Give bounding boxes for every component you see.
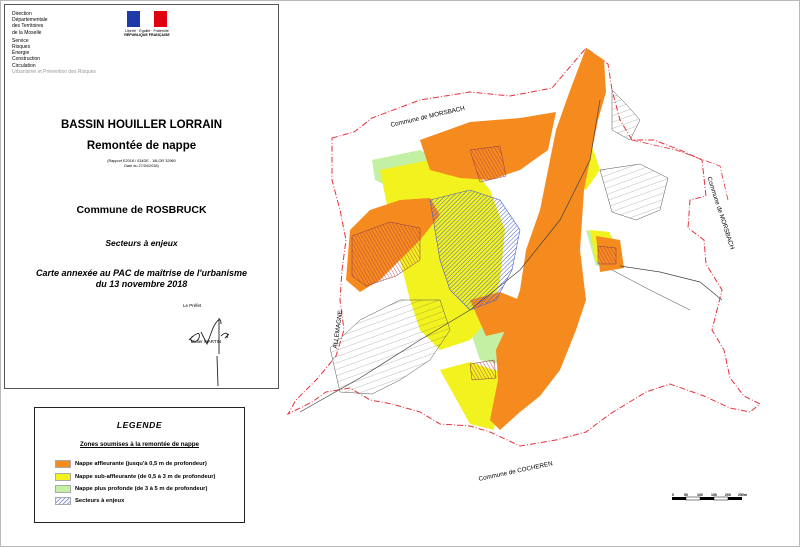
annex-date: du 13 novembre 2018 (95, 279, 188, 289)
scale-tick: 250m (738, 493, 747, 497)
scale-tick: 150 (711, 493, 717, 497)
admin-line: Direction (12, 11, 32, 17)
legend-label: Nappe affleurante (jusqu'à 0,5 m de profondeur) (75, 461, 207, 467)
scale-bar (672, 497, 742, 500)
report-reference (5, 159, 278, 169)
legend-item-nappe-affleurante (55, 460, 207, 468)
legend-item-nappe-sub-affleurante (55, 473, 215, 481)
secteur-enjeux (470, 360, 496, 380)
logo-motto: Liberté · Égalité · Fraternité (125, 29, 169, 33)
logo-caption (121, 29, 173, 38)
legend-title: LEGENDE (116, 420, 163, 430)
road (612, 270, 690, 310)
scale-tick: 50 (684, 493, 688, 497)
service-line: Énergie (12, 50, 30, 57)
swatch-light-green (55, 485, 71, 493)
admin-line: des Territoires (12, 23, 44, 30)
report-date-line: Date du 27/04/2018) (124, 164, 159, 168)
scale-tick: 0 (672, 493, 674, 497)
handwritten-signature (183, 310, 243, 390)
label-allemagne: ALLEMAGNE (332, 309, 345, 349)
administration-block (12, 11, 96, 75)
scale-tick: 200 (725, 493, 731, 497)
legend-item-nappe-profonde (55, 485, 207, 493)
legend-label: Nappe sub-affleurante (de 0,5 à 3 m de profondeur) (75, 474, 216, 480)
legend-label: Nappe plus profonde (de 3 à 5 m de profondeur) (75, 486, 208, 492)
service-line: Service (12, 37, 29, 44)
legend-label: Secteurs à enjeux (75, 498, 125, 504)
logo-republique: RÉPUBLIQUE FRANÇAISE (124, 33, 170, 38)
swatch-yellow (55, 473, 71, 481)
map-subject: Remontée de nappe (86, 140, 197, 152)
map-legend (34, 407, 245, 523)
flag-stripe (127, 11, 140, 27)
label-commune-cocheren: Commune de COCHEREN (478, 460, 554, 483)
admin-line: de la Moselle (12, 29, 42, 36)
service-line: Risques (12, 44, 31, 51)
flag-stripe (154, 11, 167, 27)
scale-tick: 100 (697, 493, 703, 497)
cadastral-lots (612, 90, 640, 140)
prefet-label: Le Préfet (183, 303, 202, 308)
annex-caption (5, 268, 278, 290)
secteur-enjeux (598, 246, 616, 264)
swatch-orange (55, 460, 71, 468)
flag-stripe (140, 11, 153, 27)
annex-line: Carte annexée au PAC de maîtrise de l'urbanisme (35, 268, 248, 278)
commune-title: Commune de ROSBRUCK (76, 204, 207, 216)
prefet-name: Didier MARTIN (191, 339, 222, 344)
main-title: BASSIN HOUILLER LORRAIN (61, 119, 222, 131)
republique-francaise-logo (127, 11, 167, 27)
admin-line: Départementale (12, 17, 48, 24)
service-line: Circulation (12, 62, 36, 69)
cadastral-lots (600, 164, 668, 220)
unit-line: Urbanisme et Prévention des Risques (12, 68, 96, 75)
secteurs-title: Secteurs à enjeux (105, 238, 178, 248)
label-commune-morsbach-east: Commune de MORSBACH (705, 176, 736, 251)
report-ref-line: (Rapport E2018 / 034DE - 18LOR 32960 (107, 159, 176, 163)
label-commune-morsbach-north: Commune de MORSBACH (390, 104, 466, 129)
legend-subtitle: Zones soumises à la remontée de nappe (80, 441, 199, 448)
legend-item-secteurs-enjeux (55, 497, 124, 505)
cadastral-lots (330, 300, 450, 394)
title-block (4, 4, 279, 389)
swatch-hatched-blue (55, 497, 71, 505)
service-line: Construction (12, 56, 41, 63)
road (620, 266, 722, 300)
